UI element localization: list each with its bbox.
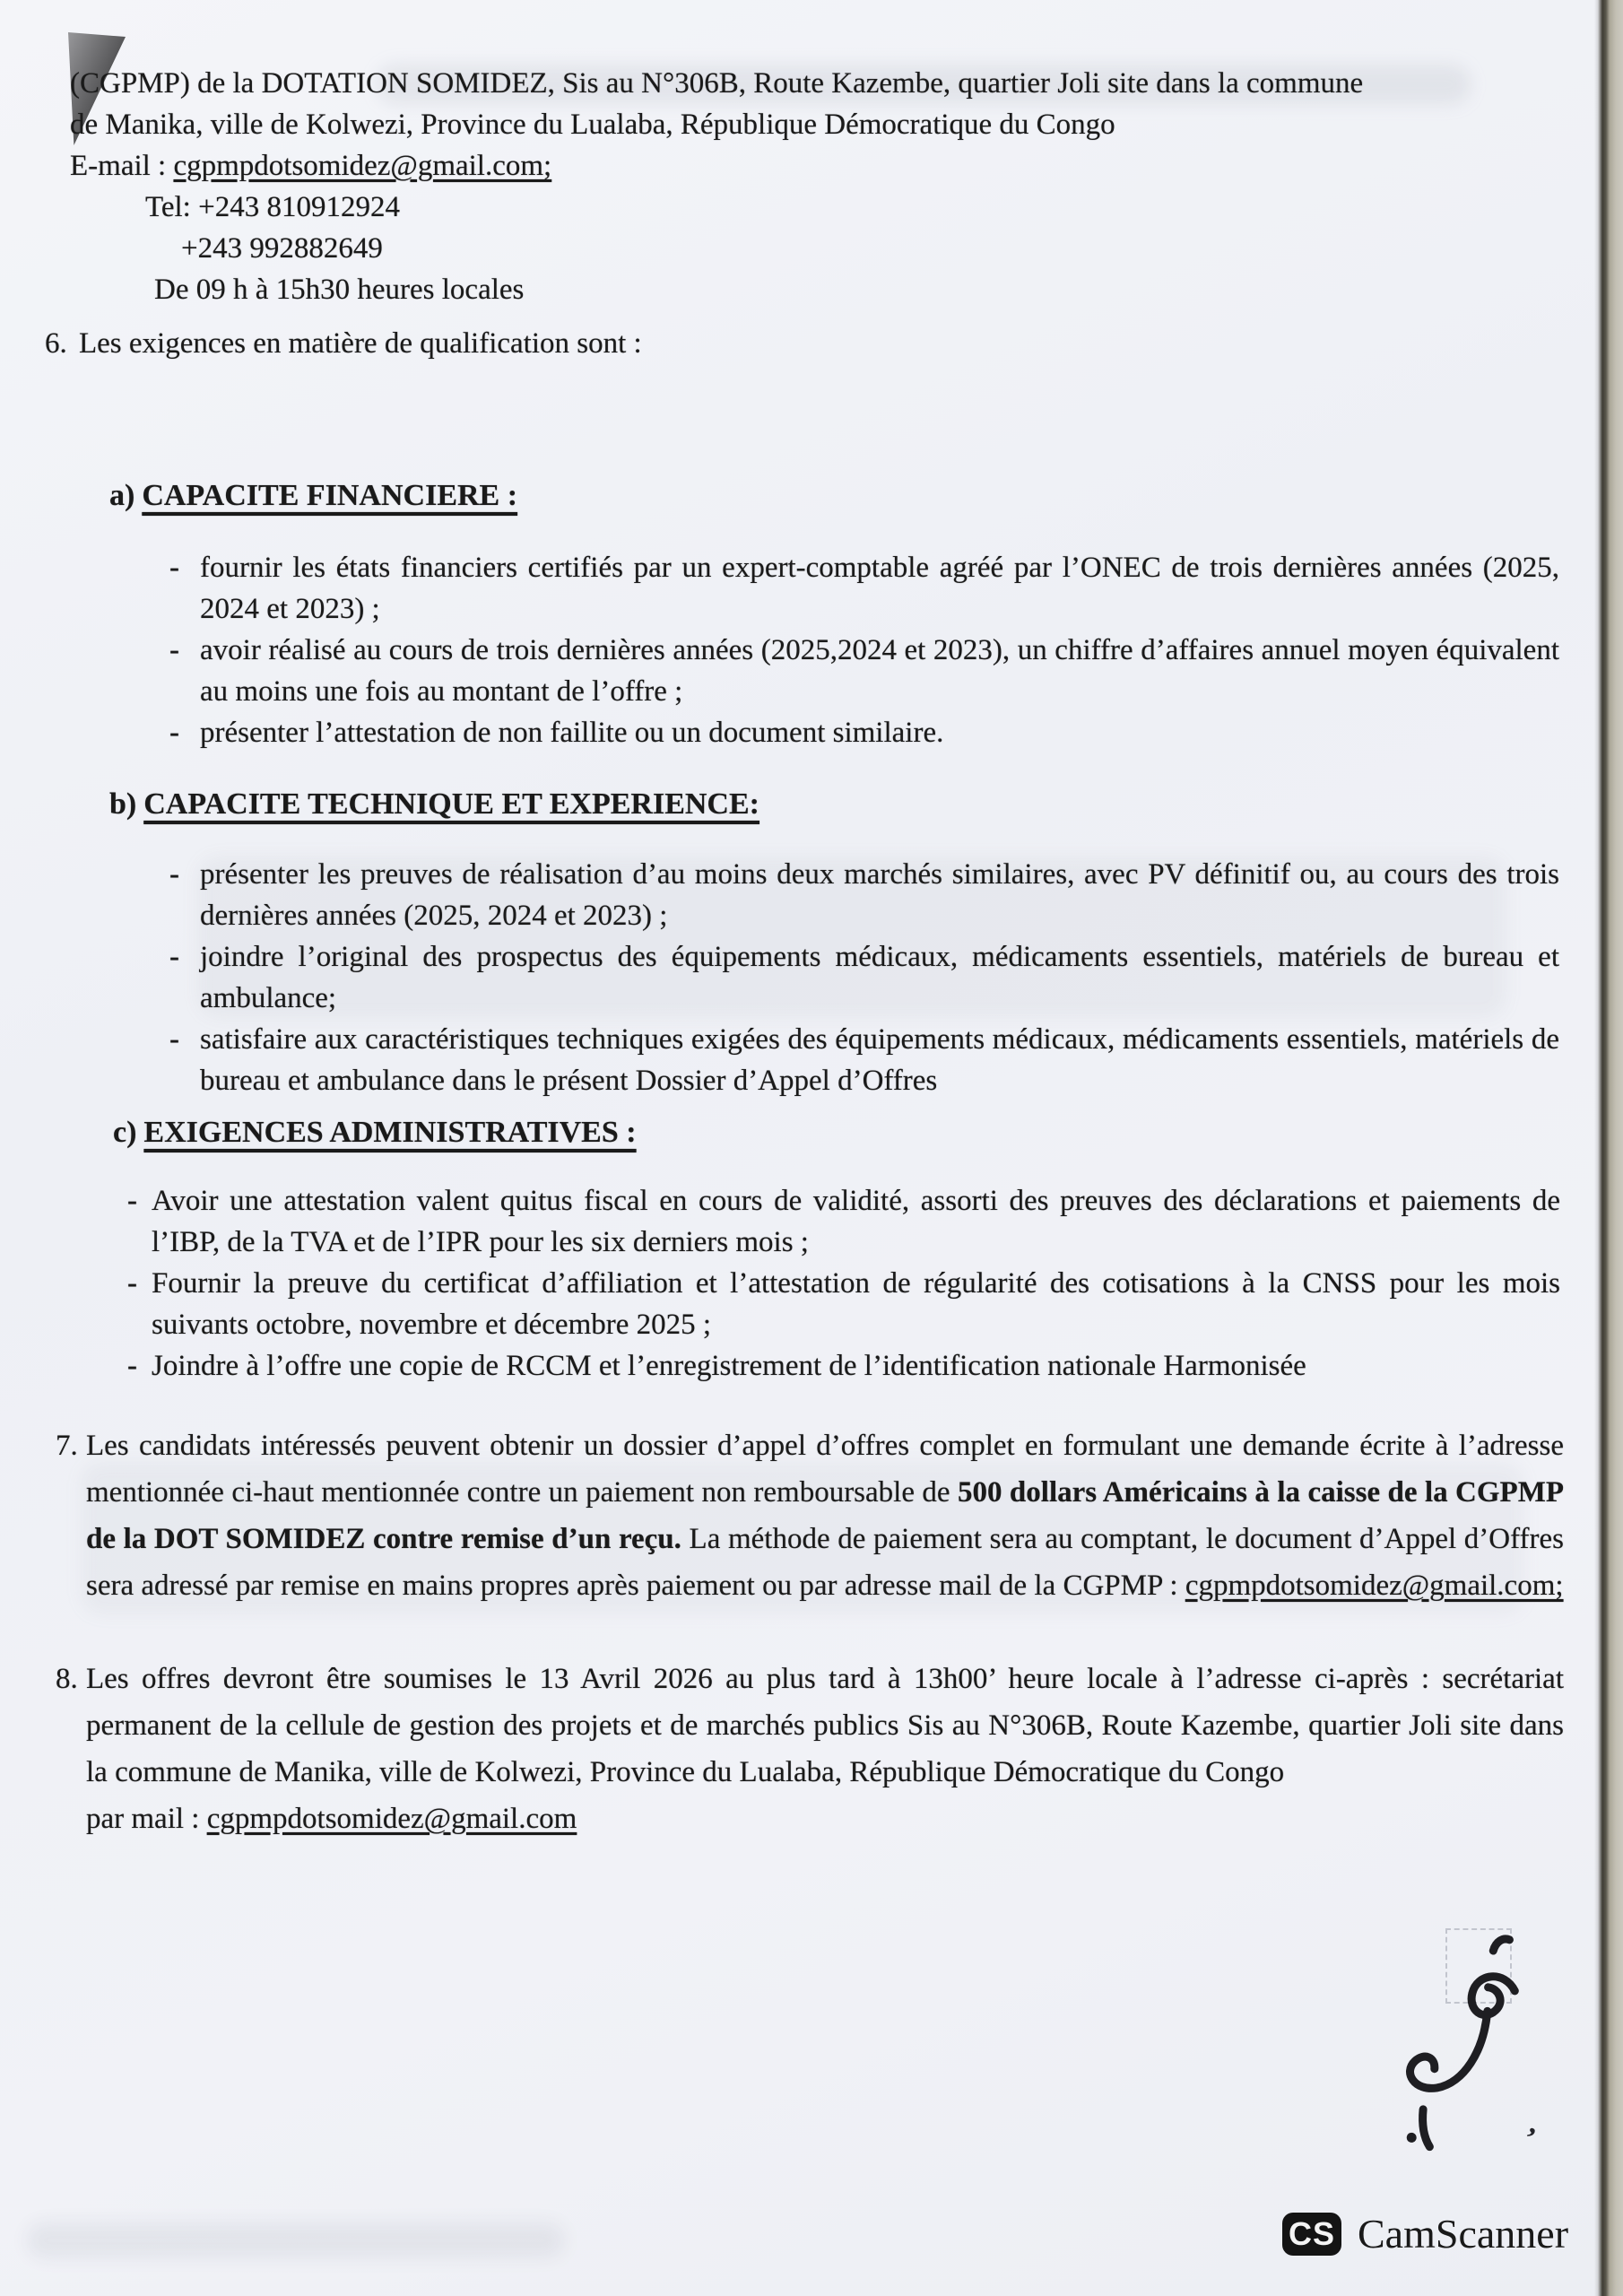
dash-marker: - (169, 634, 179, 666)
camscanner-badge-text: CS (1288, 2214, 1335, 2252)
list-item (168, 936, 1559, 1019)
numbered-item-6 (45, 323, 1524, 364)
section-title: EXIGENCES ADMINISTRATIVES : (143, 1116, 637, 1149)
section-label: b) (109, 787, 137, 821)
phone-number-2: +243 992882649 (181, 232, 383, 265)
email-address: cgpmpdotsomidez@gmail.com (206, 1803, 577, 1835)
camscanner-label: CamScanner (1358, 2211, 1569, 2257)
bullet-text: Avoir une attestation valent quitus fiscal en cours de validité, assorti des preuves des déclarations et paiements de l’IBP, de la TVA et de l’IPR pour les six derniers mois ; (152, 1185, 1560, 1258)
numbered-item-7 (56, 1422, 1564, 1609)
dash-marker: - (169, 941, 179, 973)
list-item (168, 630, 1559, 712)
dash-marker: - (169, 1023, 179, 1056)
dash-marker: - (127, 1267, 137, 1300)
contact-header (70, 63, 1505, 310)
bullet-text: présenter les preuves de réalisation d’au moins deux marchés similaires, avec PV définitif ou, au cours des trois dernières années (2025, 2024 et 2023) ; (200, 858, 1559, 932)
list-item (126, 1180, 1560, 1263)
item-7-text: Les candidats intéressés peuvent obtenir un dossier d’appel d’offres complet en formulant une demande écrite à l’adresse mentionnée ci-haut mentionnée contre un paiement non remboursable de (86, 1430, 1564, 1509)
list-item (168, 1019, 1559, 1101)
item-7-bold-text: 500 dollars Américains à la caisse de la CGPMP de la DOT SOMIDEZ contre remise d’un reçu. (86, 1476, 1565, 1555)
email-label: E-mail : (70, 150, 174, 182)
camscanner-logo-icon (1282, 2213, 1341, 2256)
bullet-text: Fournir la preuve du certificat d’affiliation et l’attestation de régularité des cotisations à la CNSS pour les mois suivants octobre, novembre et décembre 2025 ; (152, 1267, 1560, 1341)
item-number: 8. (56, 1663, 78, 1695)
bullet-text: fournir les états financiers certifiés par un expert-comptable agréé par l’ONEC de trois dernières années (2025, 2024 et 2023) ; (200, 552, 1559, 625)
handwritten-signature-scribble (1343, 1909, 1549, 2169)
bullet-text: avoir réalisé au cours de trois dernières années (2025,2024 et 2023), un chiffre d’affaires annuel moyen équivalent au moins une fois au montant de l’offre ; (200, 634, 1559, 708)
section-heading-a (109, 479, 517, 513)
section-label: c) (113, 1116, 137, 1149)
item-8-text: Les offres devront être soumises le 13 Avril 2026 au plus tard à 13h00’ heure locale à l’adresse ci-après : secrétariat permanent de la cellule de gestion des projets et de marchés publics Sis au N°306B, Route Kazembe, quartier Joli site dans la commune de Manika, ville de Kolwezi, Province du Lualaba, République Démocratique du Congo (86, 1663, 1564, 1788)
mail-label: par mail : (86, 1803, 207, 1835)
section-title: CAPACITE FINANCIERE : (142, 479, 518, 512)
email-address: cgpmpdotsomidez@gmail.com; (1185, 1570, 1564, 1602)
bullet-text: présenter l’attestation de non faillite ou un document similaire. (200, 717, 944, 749)
phone-number-1: Tel: +243 810912924 (145, 191, 400, 223)
section-heading-b (109, 787, 759, 822)
list-item (126, 1263, 1560, 1345)
email-address: cgpmpdotsomidez@gmail.com; (173, 150, 552, 182)
list-item (168, 712, 1559, 753)
item-number: 6. (45, 327, 67, 360)
section-title: CAPACITE TECHNIQUE ET EXPERIENCE: (143, 787, 759, 821)
office-hours: De 09 h à 15h30 heures locales (154, 274, 525, 306)
section-heading-c (113, 1116, 637, 1150)
section-label: a) (109, 479, 135, 512)
dash-marker: - (127, 1185, 137, 1217)
dash-marker: - (169, 552, 179, 584)
item-7-text-cont: La méthode de paiement sera au comptant, le document d’Appel d’Offres sera adressé par remise en mains propres après paiement ou par adresse mail de la CGPMP : (86, 1523, 1564, 1602)
dash-marker: - (169, 717, 179, 749)
camscanner-watermark (1282, 2210, 1568, 2257)
item-8-mail-line (86, 1796, 1564, 1842)
handwritten-tick-mark: ’ (1485, 1936, 1503, 1971)
numbered-item-8 (56, 1656, 1564, 1842)
list-item (168, 854, 1559, 936)
list-item (126, 1345, 1560, 1387)
dash-marker: - (127, 1350, 137, 1382)
bullet-text: Joindre à l’offre une copie de RCCM et l’enregistrement de l’identification nationale Harmonisée (152, 1350, 1306, 1382)
dash-marker: - (169, 858, 179, 891)
item-6-text: Les exigences en matière de qualification sont : (79, 327, 642, 360)
section-c-bullet-list (126, 1180, 1560, 1387)
section-b-bullet-list (168, 854, 1559, 1101)
scan-page-edge-shadow (1594, 0, 1623, 2296)
header-address-line-1: (CGPMP) de la DOTATION SOMIDEZ, Sis au N°306B, Route Kazembe, quartier Joli site dans la commune (70, 67, 1364, 100)
item-number: 7. (56, 1430, 78, 1462)
header-address-line-2: de Manika, ville de Kolwezi, Province du Lualaba, République Démocratique du Congo (70, 109, 1115, 141)
scan-smudge-artifact (27, 2222, 565, 2258)
section-a-bullet-list (168, 547, 1559, 753)
bullet-text: satisfaire aux caractéristiques techniques exigées des équipements médicaux, médicaments essentiels, matériels de bureau et ambulance dans le présent Dossier d’Appel d’Offres (200, 1023, 1559, 1097)
list-item (168, 547, 1559, 630)
header-email-line (70, 145, 1505, 187)
handwritten-tick-mark: ’ (1519, 2121, 1540, 2156)
bullet-text: joindre l’original des prospectus des équipements médicaux, médicaments essentiels, matériels de bureau et ambulance; (200, 941, 1559, 1014)
